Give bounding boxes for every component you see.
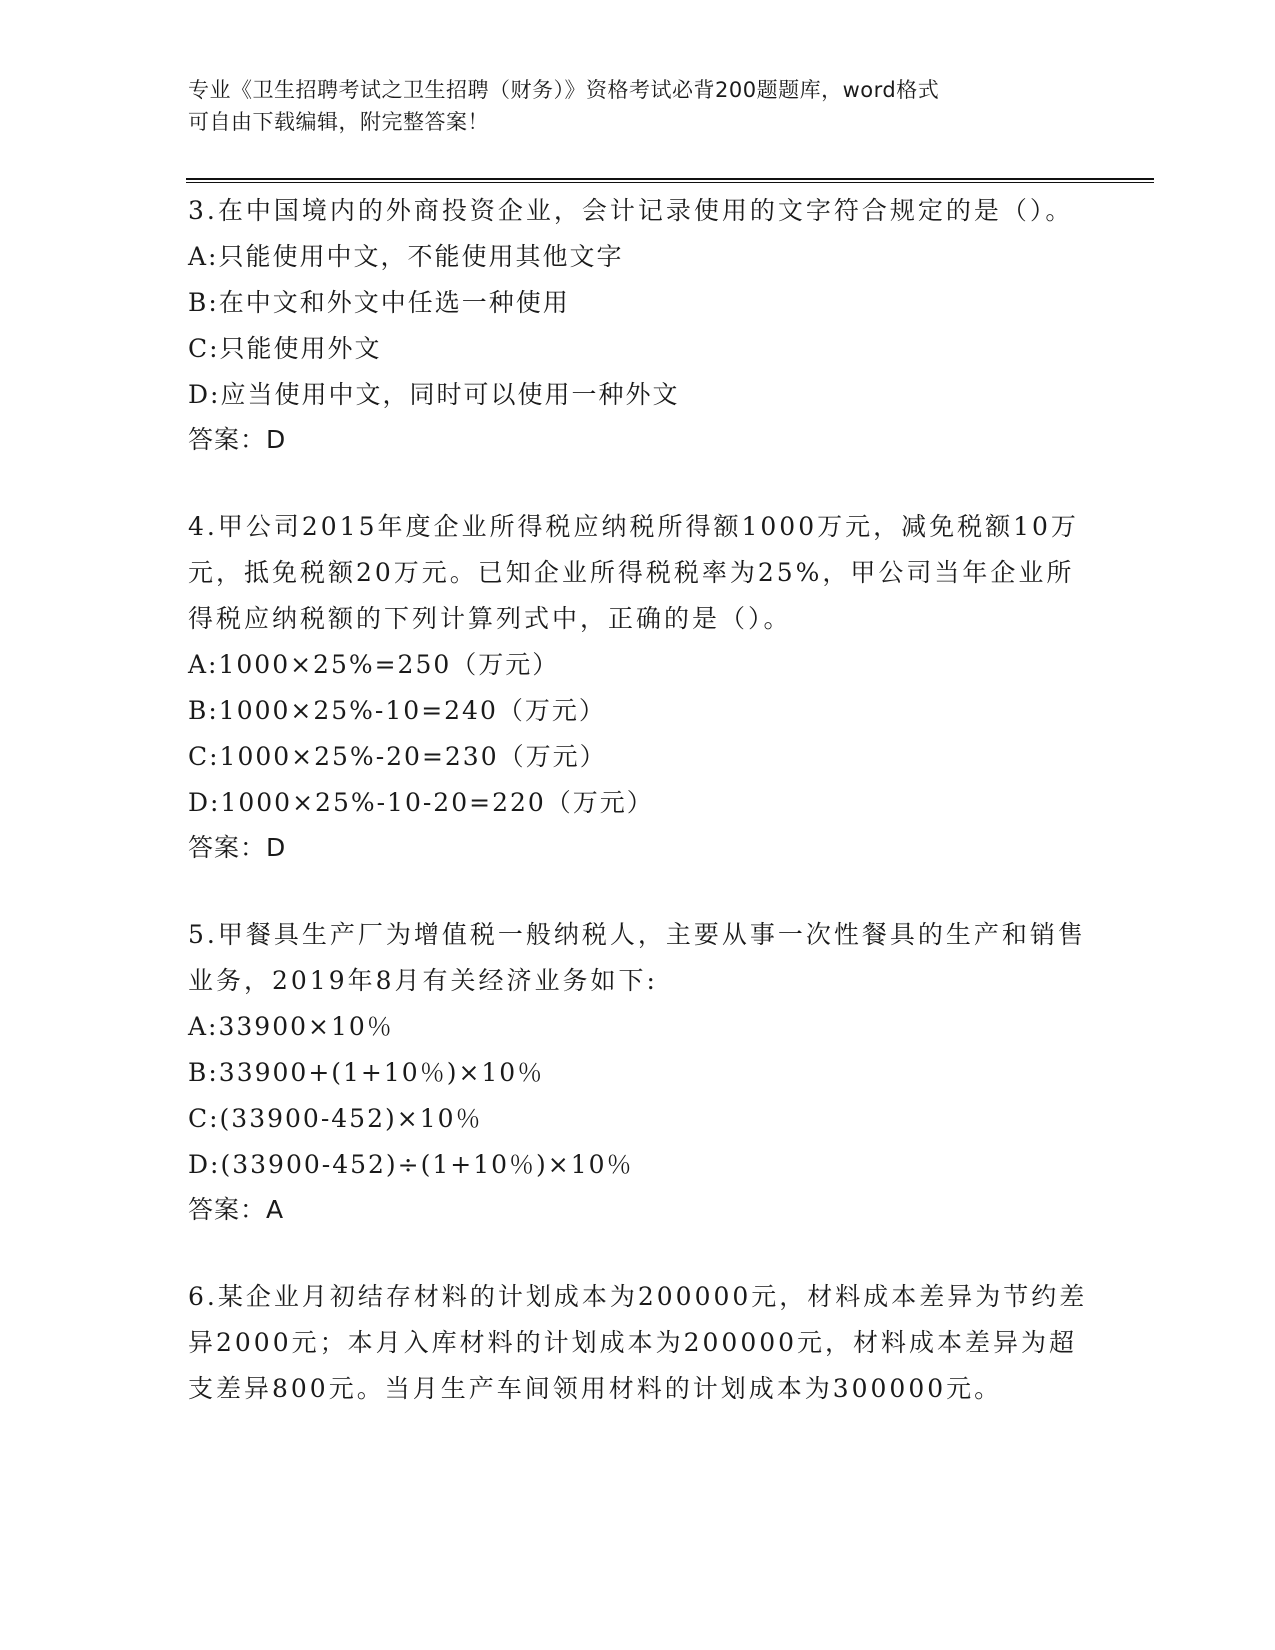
question-5 xyxy=(188,912,1088,1232)
answer-line: 答案：A xyxy=(188,1195,285,1224)
option-b: B:1000×25%-10=240（万元） xyxy=(188,696,606,725)
answer-line: 答案：D xyxy=(188,425,287,454)
option-b: B:33900+(1+10％)×10％ xyxy=(188,1058,545,1087)
question-stem: 6.某企业月初结存材料的计划成本为200000元，材料成本差异为节约差异2000元；本月入库材料的计划成本为200000元，材料成本差异为超支差异800元。当月生产车间领用材料的计划成本为300000元。 xyxy=(188,1282,1088,1403)
answer-line: 答案：D xyxy=(188,833,287,862)
option-a: A:1000×25%=250（万元） xyxy=(188,650,560,679)
option-d: D:1000×25%-10-20=220（万元） xyxy=(188,788,654,817)
document-header xyxy=(188,74,1088,138)
option-c: C:只能使用外文 xyxy=(188,334,382,363)
option-c: C:1000×25%-20=230（万元） xyxy=(188,742,607,771)
option-d: D:应当使用中文，同时可以使用一种外文 xyxy=(188,380,680,409)
option-a: A:只能使用中文，不能使用其他文字 xyxy=(188,242,624,271)
question-6 xyxy=(188,1274,1088,1412)
option-a: A:33900×10％ xyxy=(188,1012,394,1041)
question-stem: 5.甲餐具生产厂为增值税一般纳税人，主要从事一次性餐具的生产和销售业务，2019年8月有关经济业务如下: xyxy=(188,920,1086,995)
question-stem: 3.在中国境内的外商投资企业，会计记录使用的文字符合规定的是（）。 xyxy=(188,196,1074,225)
question-4 xyxy=(188,504,1088,870)
header-divider xyxy=(186,178,1154,180)
header-line-2: 可自由下载编辑，附完整答案！ xyxy=(188,110,489,134)
question-3 xyxy=(188,188,1088,462)
header-line-1: 专业《卫生招聘考试之卫生招聘（财务）》资格考试必背200题题库，word格式 xyxy=(188,78,940,102)
question-list xyxy=(188,188,1088,1454)
header-divider-thin xyxy=(186,182,1154,183)
option-c: C:(33900-452)×10％ xyxy=(188,1104,483,1133)
option-d: D:(33900-452)÷(1+10％)×10％ xyxy=(188,1150,634,1179)
question-stem: 4.甲公司2015年度企业所得税应纳税所得额1000万元，减免税额10万元，抵免税额20万元。已知企业所得税税率为25%，甲公司当年企业所得税应纳税额的下列计算列式中，正确的是（）。 xyxy=(188,512,1079,633)
option-b: B:在中文和外文中任选一种使用 xyxy=(188,288,570,317)
